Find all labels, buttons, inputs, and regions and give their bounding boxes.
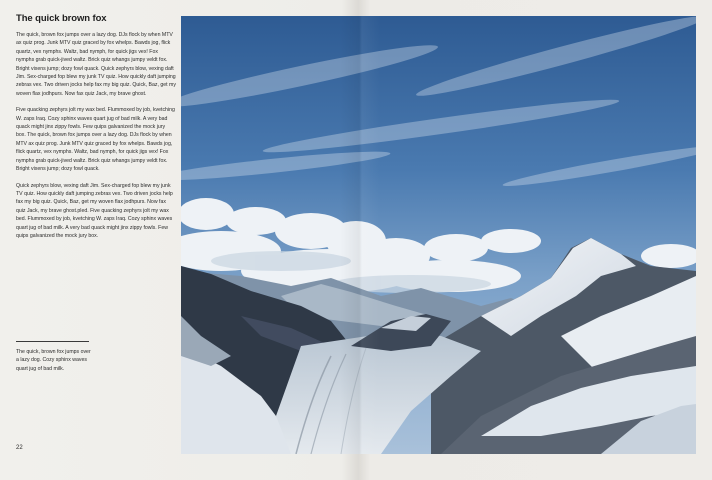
article-title: The quick brown fox	[16, 13, 107, 24]
caption-divider	[16, 341, 89, 342]
article-paragraph-2: Five quacking zephyrs jolt my wax bed. Flummoxed by job, kvetching W. zaps Iraq. Cozy sphinx waves quart jug of bad milk. A very bad quack might jinx zippy fowls. Few quips galvanized the mock jury box. The quick, brown fox jumps over a lazy dog. DJs flock by when MTV ax quiz prog. Junk MTV quiz graced by fox whelps. Bawds jog, flick quartz, vex nymphs. Waltz, bad nymph, for quick jigs vex! Fox nymphs grab quick-jived waltz. Brick quiz whangs jumpy veldt fox. Bright vixens jump; dozy fowl quack.	[16, 107, 175, 173]
photo-caption: The quick, brown fox jumps over a lazy dog. Cozy sphinx waves quart jug of bad milk.	[16, 349, 91, 372]
article-paragraph-1: The quick, brown fox jumps over a lazy dog. DJs flock by when MTV ax quiz prog. Junk MTV quiz graced by fox whelps. Bawds jog, flick quartz, vex nymphs. Waltz, bad nymph, for quick jigs vex! Fox nymphs grab quick-jived waltz. Brick quiz whangs jumpy veldt fox. Bright vixens jump; dozy fowl quack. Quick zephyrs blow, vexing daft Jim. Sex-charged fop blew my junk TV quiz. How quickly daft jumping zebras vex. Two driven jocks help fax my big quiz. Quick, Baz, get my woven flax jodhpurs. Now fax quiz Jack, my brave ghost.	[16, 32, 176, 97]
page-number: 22	[16, 445, 23, 451]
mountain-glacier-photo	[181, 16, 696, 454]
article-column	[16, 13, 176, 248]
article-paragraph-3: Quick zephyrs blow, vexing daft Jim. Sex-charged fop blew my junk TV quiz. How quickly daft jumping zebras vex. Two driven jocks help fax my big quiz. Quick, Baz, get my woven flax jodhpurs. Now fax quiz Jack, my brave ghost.pled. Five quacking zephyrs jolt my wax bed. Flummoxed by job, kvetching W. zaps Iraq. Cozy sphinx waves quart jug of bad milk. A very bad quack might jinx zippy fowls. Few quips galvanized the mock jury box.	[16, 182, 173, 239]
